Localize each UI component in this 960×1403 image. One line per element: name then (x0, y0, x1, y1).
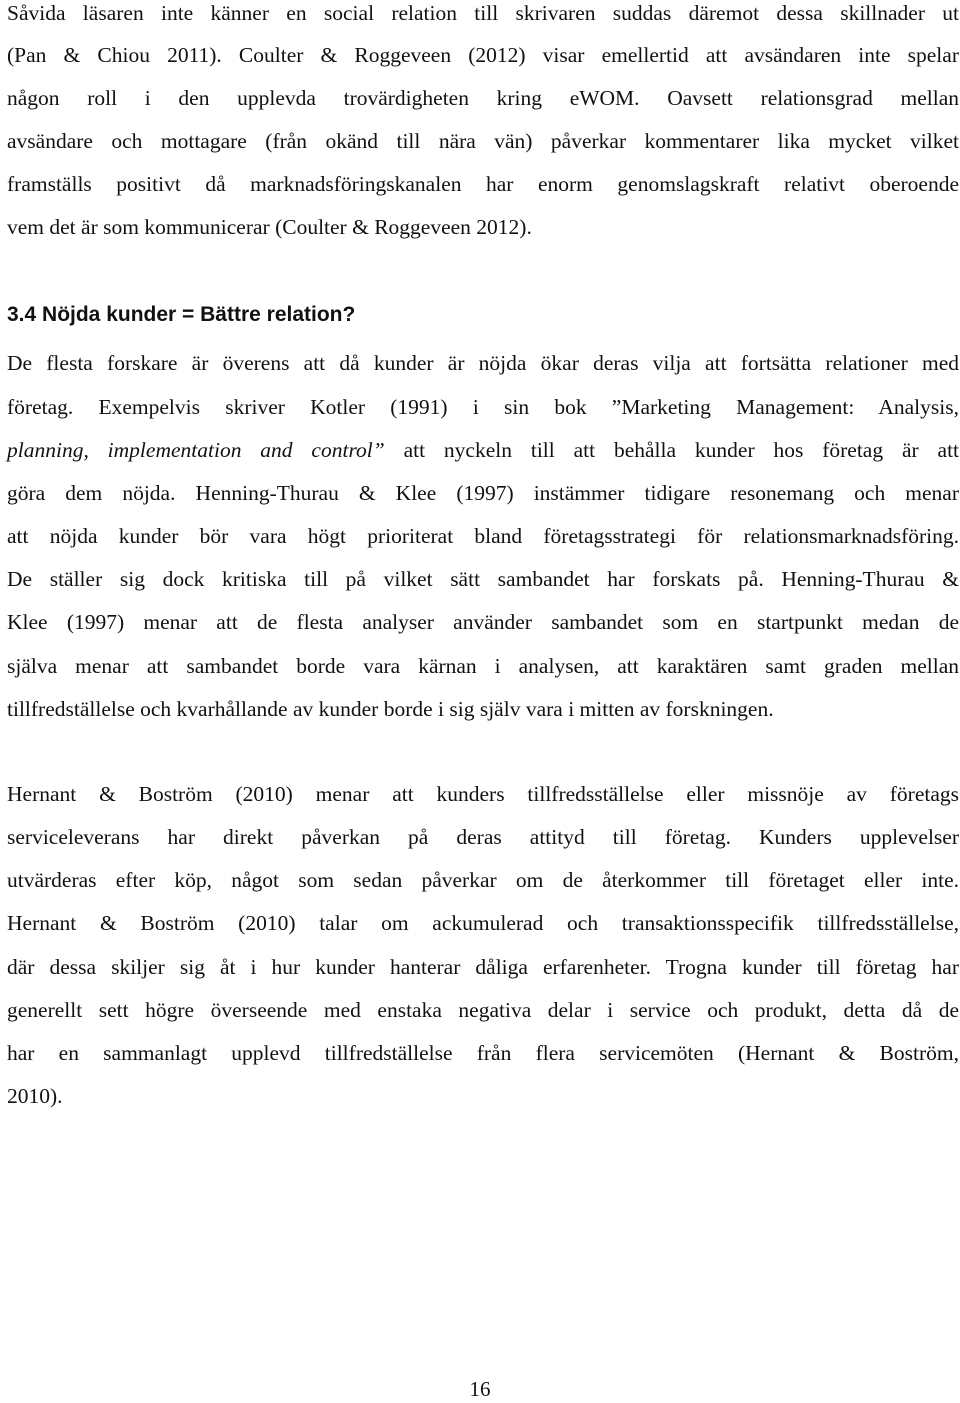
paragraph-line: 2010). (7, 1084, 63, 1108)
paragraph-line: avsändare och mottagare (från okänd till nära vän) påverkar kommentarer lika mycket vilket (7, 129, 959, 153)
paragraph-line: serviceleverans har direkt påverkan på deras attityd till företag. Kunders upplevelser (7, 825, 959, 849)
paragraph-line-rest: att nyckeln till att behålla kunder hos företag är att (403, 438, 960, 462)
paragraph-line: Såvida läsaren inte känner en social relation till skrivaren suddas däremot dessa skillnader ut (7, 1, 959, 25)
paragraph-line: utvärderas efter köp, något som sedan påverkar om de återkommer till företaget eller inte. (7, 868, 959, 892)
paragraph-line: Hernant & Boström (2010) talar om ackumulerad och transaktionsspecifik tillfredsställelse, (7, 911, 959, 935)
paragraph-line: vem det är som kommunicerar (Coulter & Roggeveen 2012). (7, 215, 532, 239)
paragraph-line: De ställer sig dock kritiska till på vilket sätt sambandet har forskats på. Henning-Thurau & (7, 567, 959, 591)
page-number: 16 (469, 1377, 491, 1401)
paragraph-line: framställs positivt då marknadsföringskanalen har enorm genomslagskraft relativt oberoende (7, 172, 959, 196)
paragraph-line: Hernant & Boström (2010) menar att kunders tillfredsställelse eller missnöje av företags (7, 782, 959, 806)
paragraph-line: tillfredställelse och kvarhållande av kunder borde i sig själv vara i mitten av forskningen. (7, 697, 774, 721)
paragraph-line: göra dem nöjda. Henning-Thurau & Klee (1997) instämmer tidigare resonemang och menar (7, 481, 959, 505)
book-title-italic: planning, implementation and control” (7, 438, 385, 462)
paragraph-line: generellt sett högre överseende med enstaka negativa delar i service och produkt, detta då de (7, 998, 959, 1022)
paragraph-line: någon roll i den upplevda trovärdigheten kring eWOM. Oavsett relationsgrad mellan (7, 86, 959, 110)
paragraph-line: (Pan & Chiou 2011). Coulter & Roggeveen (2012) visar emellertid att avsändaren inte spelar (7, 43, 959, 67)
paragraph-line: Klee (1997) menar att de flesta analyser använder sambandet som en startpunkt medan de (7, 610, 959, 634)
paragraph-line: företag. Exempelvis skriver Kotler (1991) i sin bok ”Marketing Management: Analysis, (7, 395, 959, 419)
paragraph-line: där dessa skiljer sig åt i hur kunder hanterar dåliga erfarenheter. Trogna kunder till företag har (7, 955, 959, 979)
paragraph-line (7, 436, 959, 464)
paragraph-line: har en sammanlagt upplevd tillfredställelse från flera servicemöten (Hernant & Boström, (7, 1041, 959, 1065)
section-heading: 3.4 Nöjda kunder = Bättre relation? (7, 303, 356, 326)
paragraph-line: att nöjda kunder bör vara högt prioriterat bland företagsstrategi för relationsmarknadsföring. (7, 524, 959, 548)
paragraph-line: De flesta forskare är överens att då kunder är nöjda ökar deras vilja att fortsätta relationer med (7, 351, 959, 375)
paragraph-line: själva menar att sambandet borde vara kärnan i analysen, att karaktären samt graden mellan (7, 654, 959, 678)
